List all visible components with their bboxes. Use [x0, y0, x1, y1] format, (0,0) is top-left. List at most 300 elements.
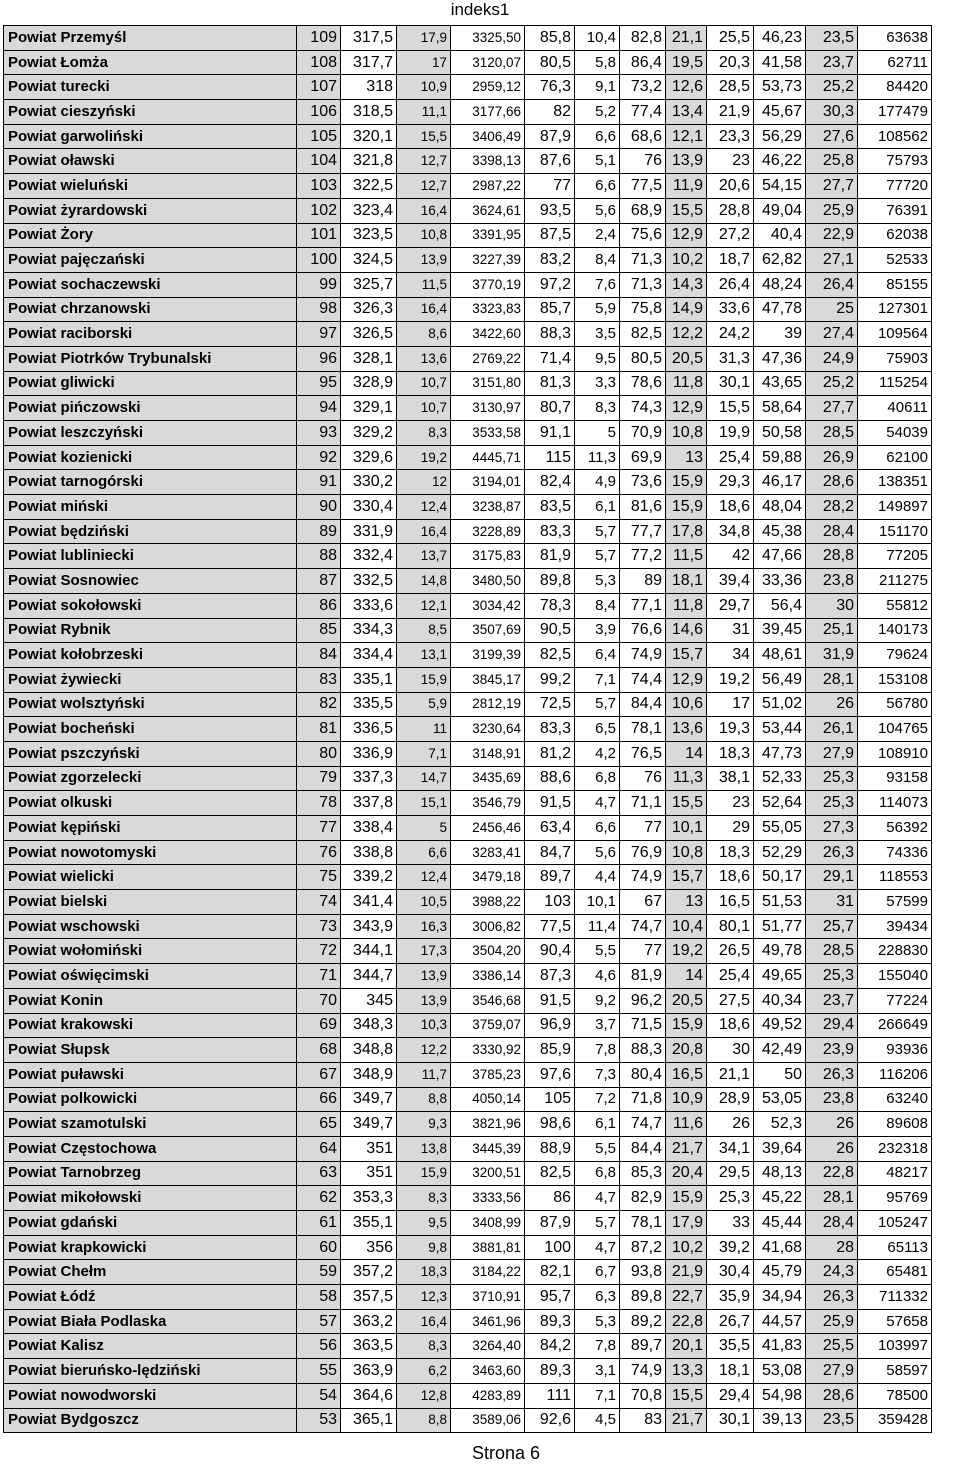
cell-index-value: 317,7 [341, 50, 397, 75]
cell-col-3: 5,9 [397, 692, 451, 717]
table-row [4, 396, 932, 421]
cell-county-name: Powiat żyrardowski [4, 198, 297, 223]
cell-rank: 64 [297, 1136, 341, 1161]
cell-population: 55812 [858, 593, 932, 618]
cell-col-11: 28 [806, 1235, 858, 1260]
cell-population: 57658 [858, 1309, 932, 1334]
cell-rank: 89 [297, 519, 341, 544]
cell-col-7: 75,6 [620, 223, 666, 248]
cell-col-5: 99,2 [525, 667, 575, 692]
table-row [4, 1038, 932, 1063]
cell-col-6: 6,6 [575, 124, 620, 149]
cell-col-4: 3120,07 [451, 50, 525, 75]
cell-col-4: 2959,12 [451, 75, 525, 100]
cell-col-11: 26,3 [806, 840, 858, 865]
cell-col-4: 3398,13 [451, 149, 525, 174]
cell-rank: 107 [297, 75, 341, 100]
cell-col-10: 59,88 [754, 445, 806, 470]
cell-rank: 58 [297, 1285, 341, 1310]
cell-col-8: 11,6 [666, 1112, 707, 1137]
cell-col-7: 85,3 [620, 1161, 666, 1186]
cell-county-name: Powiat kozienicki [4, 445, 297, 470]
cell-col-3: 12,4 [397, 495, 451, 520]
cell-rank: 85 [297, 618, 341, 643]
cell-col-4: 3463,60 [451, 1359, 525, 1384]
cell-index-value: 363,2 [341, 1309, 397, 1334]
cell-col-5: 82 [525, 100, 575, 125]
cell-col-9: 21,9 [707, 100, 754, 125]
cell-county-name: Powiat Biała Podlaska [4, 1309, 297, 1334]
cell-index-value: 336,5 [341, 717, 397, 742]
cell-population: 63638 [858, 26, 932, 51]
cell-population: 75793 [858, 149, 932, 174]
cell-col-3: 8,5 [397, 618, 451, 643]
table-row [4, 766, 932, 791]
cell-population: 228830 [858, 939, 932, 964]
cell-rank: 106 [297, 100, 341, 125]
cell-col-5: 80,5 [525, 50, 575, 75]
cell-col-9: 29,5 [707, 1161, 754, 1186]
cell-county-name: Powiat Konin [4, 988, 297, 1013]
cell-col-10: 51,02 [754, 692, 806, 717]
cell-col-7: 82,8 [620, 26, 666, 51]
cell-county-name: Powiat cieszyński [4, 100, 297, 125]
cell-col-7: 93,8 [620, 1260, 666, 1285]
cell-col-11: 27,9 [806, 741, 858, 766]
cell-col-4: 3175,83 [451, 544, 525, 569]
cell-county-name: Powiat pińczowski [4, 396, 297, 421]
cell-col-8: 11,8 [666, 593, 707, 618]
cell-col-7: 89,8 [620, 1285, 666, 1310]
cell-col-11: 27,7 [806, 174, 858, 199]
cell-county-name: Powiat puławski [4, 1062, 297, 1087]
cell-col-5: 91,5 [525, 988, 575, 1013]
cell-col-6: 5,7 [575, 519, 620, 544]
table-row [4, 100, 932, 125]
cell-rank: 86 [297, 593, 341, 618]
cell-col-11: 30,3 [806, 100, 858, 125]
cell-county-name: Powiat Częstochowa [4, 1136, 297, 1161]
cell-col-7: 70,8 [620, 1383, 666, 1408]
cell-col-4: 3435,69 [451, 766, 525, 791]
cell-col-9: 39,4 [707, 569, 754, 594]
cell-col-5: 89,7 [525, 865, 575, 890]
cell-col-11: 30 [806, 593, 858, 618]
table-row [4, 346, 932, 371]
cell-col-3: 13,9 [397, 248, 451, 273]
cell-county-name: Powiat Łomża [4, 50, 297, 75]
cell-col-9: 18,3 [707, 741, 754, 766]
cell-col-8: 21,1 [666, 26, 707, 51]
cell-col-7: 76,5 [620, 741, 666, 766]
cell-col-11: 23,5 [806, 26, 858, 51]
cell-index-value: 356 [341, 1235, 397, 1260]
cell-col-10: 56,4 [754, 593, 806, 618]
cell-population: 62711 [858, 50, 932, 75]
cell-index-value: 349,7 [341, 1087, 397, 1112]
table-row [4, 1161, 932, 1186]
cell-index-value: 332,5 [341, 569, 397, 594]
cell-col-11: 25,9 [806, 1309, 858, 1334]
cell-col-7: 71,3 [620, 272, 666, 297]
cell-rank: 101 [297, 223, 341, 248]
cell-col-4: 3228,89 [451, 519, 525, 544]
table-row [4, 223, 932, 248]
cell-col-7: 80,5 [620, 346, 666, 371]
cell-col-11: 27,7 [806, 396, 858, 421]
cell-population: 58597 [858, 1359, 932, 1384]
cell-col-5: 100 [525, 1235, 575, 1260]
table-row [4, 1062, 932, 1087]
cell-col-4: 3408,99 [451, 1211, 525, 1236]
cell-col-5: 105 [525, 1087, 575, 1112]
table-row [4, 1383, 932, 1408]
cell-col-3: 16,4 [397, 198, 451, 223]
cell-col-9: 39,2 [707, 1235, 754, 1260]
cell-col-9: 25,4 [707, 964, 754, 989]
cell-population: 63240 [858, 1087, 932, 1112]
cell-col-8: 19,2 [666, 939, 707, 964]
cell-col-10: 50,17 [754, 865, 806, 890]
table-row [4, 618, 932, 643]
cell-col-10: 47,78 [754, 297, 806, 322]
cell-col-4: 3504,20 [451, 939, 525, 964]
table-row [4, 470, 932, 495]
cell-rank: 90 [297, 495, 341, 520]
cell-col-11: 25,2 [806, 75, 858, 100]
cell-col-3: 8,3 [397, 1186, 451, 1211]
cell-col-7: 68,6 [620, 124, 666, 149]
cell-col-11: 27,9 [806, 1359, 858, 1384]
cell-col-10: 45,44 [754, 1211, 806, 1236]
cell-col-6: 4,7 [575, 1235, 620, 1260]
cell-col-3: 12,3 [397, 1285, 451, 1310]
cell-rank: 61 [297, 1211, 341, 1236]
cell-col-9: 23 [707, 149, 754, 174]
cell-col-3: 9,3 [397, 1112, 451, 1137]
cell-col-11: 25,9 [806, 198, 858, 223]
cell-col-3: 16,4 [397, 297, 451, 322]
cell-col-11: 26,3 [806, 1285, 858, 1310]
cell-county-name: Powiat Piotrków Trybunalski [4, 346, 297, 371]
table-row [4, 1087, 932, 1112]
cell-county-name: Powiat zgorzelecki [4, 766, 297, 791]
cell-county-name: Powiat Kalisz [4, 1334, 297, 1359]
cell-col-3: 11,7 [397, 1062, 451, 1087]
cell-col-8: 18,1 [666, 569, 707, 594]
cell-col-10: 39,45 [754, 618, 806, 643]
cell-index-value: 325,7 [341, 272, 397, 297]
table-row [4, 248, 932, 273]
cell-population: 54039 [858, 421, 932, 446]
cell-col-6: 3,3 [575, 371, 620, 396]
cell-county-name: Powiat oławski [4, 149, 297, 174]
cell-population: 93936 [858, 1038, 932, 1063]
cell-col-6: 5,7 [575, 544, 620, 569]
cell-col-7: 89,7 [620, 1334, 666, 1359]
cell-col-10: 40,4 [754, 223, 806, 248]
cell-col-7: 77,1 [620, 593, 666, 618]
cell-col-11: 25,2 [806, 371, 858, 396]
cell-county-name: Powiat gliwicki [4, 371, 297, 396]
cell-col-5: 97,6 [525, 1062, 575, 1087]
cell-county-name: Powiat sokołowski [4, 593, 297, 618]
cell-col-7: 74,7 [620, 914, 666, 939]
cell-col-6: 7,1 [575, 667, 620, 692]
cell-county-name: Powiat szamotulski [4, 1112, 297, 1137]
cell-index-value: 318 [341, 75, 397, 100]
cell-col-6: 5,1 [575, 149, 620, 174]
cell-col-11: 28,1 [806, 1186, 858, 1211]
cell-index-value: 348,9 [341, 1062, 397, 1087]
cell-col-7: 84,4 [620, 692, 666, 717]
cell-col-5: 82,4 [525, 470, 575, 495]
cell-county-name: Powiat Żory [4, 223, 297, 248]
cell-col-9: 33 [707, 1211, 754, 1236]
cell-col-5: 77 [525, 174, 575, 199]
table-row [4, 371, 932, 396]
cell-county-name: Powiat tarnogórski [4, 470, 297, 495]
cell-col-11: 23,7 [806, 50, 858, 75]
cell-county-name: Powiat Słupsk [4, 1038, 297, 1063]
cell-col-9: 31 [707, 618, 754, 643]
cell-county-name: Powiat Rybnik [4, 618, 297, 643]
cell-county-name: Powiat miński [4, 495, 297, 520]
cell-rank: 84 [297, 643, 341, 668]
cell-col-11: 28,4 [806, 519, 858, 544]
cell-col-3: 13,8 [397, 1136, 451, 1161]
cell-col-6: 3,5 [575, 322, 620, 347]
cell-col-4: 3230,64 [451, 717, 525, 742]
cell-col-4: 3148,91 [451, 741, 525, 766]
cell-col-3: 17,9 [397, 26, 451, 51]
cell-col-8: 10,2 [666, 1235, 707, 1260]
cell-col-11: 22,8 [806, 1161, 858, 1186]
cell-col-8: 17,8 [666, 519, 707, 544]
table-row [4, 569, 932, 594]
cell-col-9: 19,9 [707, 421, 754, 446]
cell-col-8: 13,3 [666, 1359, 707, 1384]
cell-county-name: Powiat leszczyński [4, 421, 297, 446]
cell-col-5: 87,6 [525, 149, 575, 174]
cell-col-3: 13,6 [397, 346, 451, 371]
cell-col-4: 3533,58 [451, 421, 525, 446]
cell-col-3: 12 [397, 470, 451, 495]
cell-col-9: 26,5 [707, 939, 754, 964]
cell-index-value: 328,1 [341, 346, 397, 371]
cell-col-10: 48,13 [754, 1161, 806, 1186]
cell-col-4: 3461,96 [451, 1309, 525, 1334]
cell-population: 211275 [858, 569, 932, 594]
cell-col-3: 10,3 [397, 1013, 451, 1038]
table-row [4, 865, 932, 890]
cell-col-8: 14,6 [666, 618, 707, 643]
cell-population: 77205 [858, 544, 932, 569]
cell-col-10: 41,58 [754, 50, 806, 75]
cell-col-9: 23,3 [707, 124, 754, 149]
cell-col-7: 96,2 [620, 988, 666, 1013]
cell-col-7: 73,2 [620, 75, 666, 100]
cell-col-10: 56,49 [754, 667, 806, 692]
cell-col-5: 111 [525, 1383, 575, 1408]
cell-index-value: 353,3 [341, 1186, 397, 1211]
cell-rank: 99 [297, 272, 341, 297]
cell-population: 75903 [858, 346, 932, 371]
table-row [4, 1334, 932, 1359]
cell-index-value: 323,5 [341, 223, 397, 248]
cell-population: 79624 [858, 643, 932, 668]
cell-col-9: 28,9 [707, 1087, 754, 1112]
cell-rank: 96 [297, 346, 341, 371]
cell-col-11: 25 [806, 297, 858, 322]
cell-population: 153108 [858, 667, 932, 692]
cell-rank: 79 [297, 766, 341, 791]
cell-county-name: Powiat krapkowicki [4, 1235, 297, 1260]
cell-index-value: 334,3 [341, 618, 397, 643]
cell-county-name: Powiat żywiecki [4, 667, 297, 692]
cell-col-11: 29,4 [806, 1013, 858, 1038]
cell-col-9: 30,1 [707, 371, 754, 396]
table-row [4, 1112, 932, 1137]
cell-col-10: 54,15 [754, 174, 806, 199]
table-row [4, 50, 932, 75]
cell-col-11: 23,8 [806, 1087, 858, 1112]
cell-col-6: 4,6 [575, 964, 620, 989]
cell-col-6: 6,6 [575, 174, 620, 199]
cell-col-8: 10,8 [666, 840, 707, 865]
cell-col-6: 6,8 [575, 1161, 620, 1186]
cell-col-5: 87,9 [525, 124, 575, 149]
cell-index-value: 317,5 [341, 26, 397, 51]
cell-col-3: 14,8 [397, 569, 451, 594]
cell-col-8: 13,9 [666, 149, 707, 174]
cell-rank: 109 [297, 26, 341, 51]
cell-col-4: 2812,19 [451, 692, 525, 717]
cell-population: 104765 [858, 717, 932, 742]
cell-county-name: Powiat garwoliński [4, 124, 297, 149]
cell-col-8: 12,9 [666, 396, 707, 421]
cell-col-7: 76 [620, 766, 666, 791]
table-row [4, 519, 932, 544]
cell-col-10: 49,65 [754, 964, 806, 989]
cell-col-11: 24,9 [806, 346, 858, 371]
data-table-container [3, 25, 932, 1433]
cell-col-9: 29,4 [707, 1383, 754, 1408]
cell-col-10: 56,29 [754, 124, 806, 149]
cell-col-3: 12,4 [397, 865, 451, 890]
cell-col-3: 15,9 [397, 1161, 451, 1186]
cell-col-5: 83,5 [525, 495, 575, 520]
cell-col-6: 5,8 [575, 50, 620, 75]
cell-index-value: 324,5 [341, 248, 397, 273]
cell-col-6: 6,1 [575, 1112, 620, 1137]
cell-county-name: Powiat bielski [4, 890, 297, 915]
cell-col-11: 22,9 [806, 223, 858, 248]
cell-col-3: 15,5 [397, 124, 451, 149]
table-row [4, 1309, 932, 1334]
cell-col-6: 10,1 [575, 890, 620, 915]
cell-col-6: 5,5 [575, 1136, 620, 1161]
cell-col-11: 27,6 [806, 124, 858, 149]
table-row [4, 667, 932, 692]
cell-col-4: 3391,95 [451, 223, 525, 248]
table-row [4, 297, 932, 322]
cell-col-6: 7,8 [575, 1038, 620, 1063]
cell-col-8: 12,1 [666, 124, 707, 149]
cell-population: 40611 [858, 396, 932, 421]
cell-col-11: 25,8 [806, 149, 858, 174]
cell-col-3: 8,3 [397, 421, 451, 446]
cell-col-6: 7,2 [575, 1087, 620, 1112]
cell-col-8: 20,4 [666, 1161, 707, 1186]
cell-rank: 108 [297, 50, 341, 75]
cell-col-6: 4,5 [575, 1408, 620, 1433]
cell-col-8: 12,9 [666, 667, 707, 692]
cell-population: 52533 [858, 248, 932, 273]
cell-col-5: 88,3 [525, 322, 575, 347]
cell-county-name: Powiat Sosnowiec [4, 569, 297, 594]
cell-col-5: 71,4 [525, 346, 575, 371]
cell-population: 711332 [858, 1285, 932, 1310]
cell-index-value: 330,4 [341, 495, 397, 520]
cell-col-9: 24,2 [707, 322, 754, 347]
cell-county-name: Powiat Bydgoszcz [4, 1408, 297, 1433]
cell-col-8: 13 [666, 890, 707, 915]
cell-county-name: Powiat polkowicki [4, 1087, 297, 1112]
cell-index-value: 337,8 [341, 791, 397, 816]
cell-col-4: 3006,82 [451, 914, 525, 939]
table-row [4, 890, 932, 915]
cell-col-11: 25,5 [806, 1334, 858, 1359]
cell-rank: 72 [297, 939, 341, 964]
cell-col-4: 3283,41 [451, 840, 525, 865]
cell-rank: 103 [297, 174, 341, 199]
cell-col-3: 16,4 [397, 519, 451, 544]
cell-rank: 100 [297, 248, 341, 273]
cell-col-5: 95,7 [525, 1285, 575, 1310]
cell-col-4: 3546,68 [451, 988, 525, 1013]
table-row [4, 964, 932, 989]
cell-col-6: 5,9 [575, 297, 620, 322]
cell-county-name: Powiat pajęczański [4, 248, 297, 273]
cell-col-3: 8,8 [397, 1408, 451, 1433]
cell-col-8: 15,5 [666, 198, 707, 223]
cell-col-11: 26,9 [806, 445, 858, 470]
cell-col-8: 10,9 [666, 1087, 707, 1112]
cell-col-3: 8,8 [397, 1087, 451, 1112]
cell-col-4: 3480,50 [451, 569, 525, 594]
table-row [4, 643, 932, 668]
cell-col-7: 78,6 [620, 371, 666, 396]
cell-col-8: 10,4 [666, 914, 707, 939]
cell-county-name: Powiat wschowski [4, 914, 297, 939]
cell-col-7: 74,3 [620, 396, 666, 421]
cell-col-10: 49,04 [754, 198, 806, 223]
cell-col-5: 87,5 [525, 223, 575, 248]
cell-col-10: 45,38 [754, 519, 806, 544]
cell-col-8: 20,1 [666, 1334, 707, 1359]
cell-col-3: 10,7 [397, 396, 451, 421]
cell-col-5: 72,5 [525, 692, 575, 717]
cell-col-6: 7,1 [575, 1383, 620, 1408]
cell-col-6: 5,3 [575, 569, 620, 594]
cell-col-5: 93,5 [525, 198, 575, 223]
cell-col-10: 46,23 [754, 26, 806, 51]
cell-col-3: 16,4 [397, 1309, 451, 1334]
cell-col-10: 50 [754, 1062, 806, 1087]
cell-col-11: 23,9 [806, 1038, 858, 1063]
cell-col-11: 28,2 [806, 495, 858, 520]
